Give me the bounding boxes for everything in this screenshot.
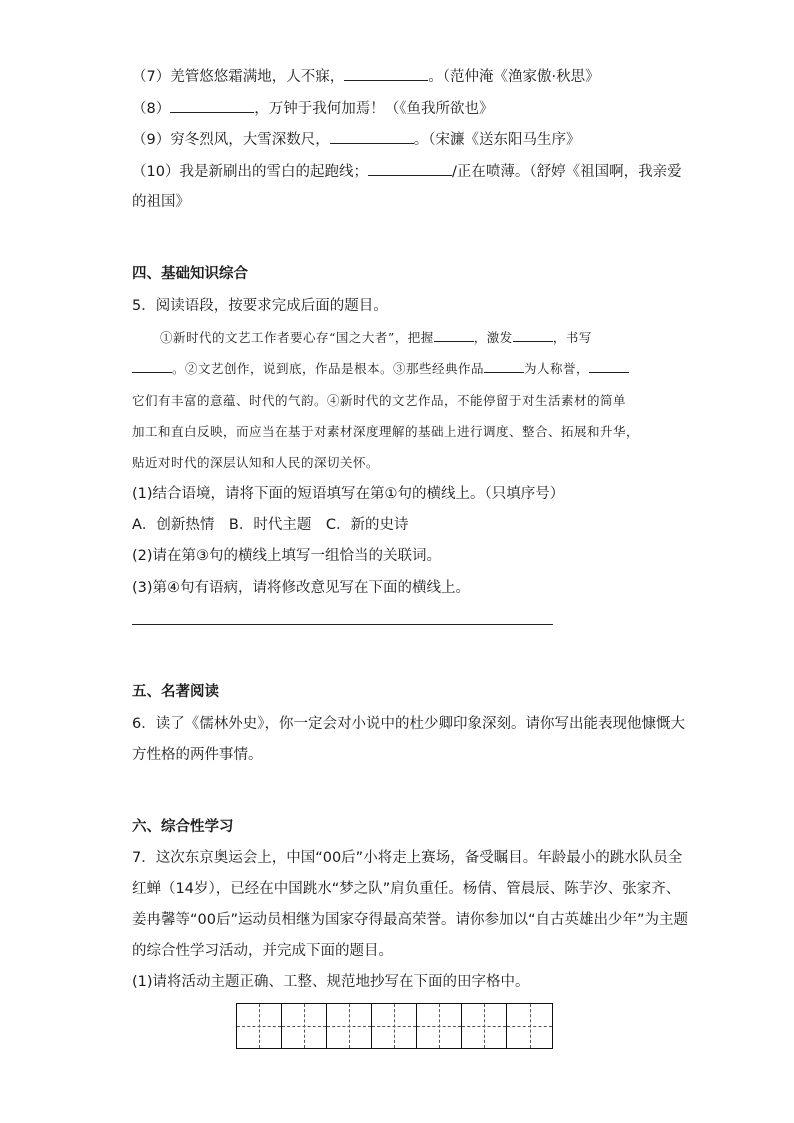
tian-zi-cell[interactable] [372,1004,417,1048]
poem-7-after: 。（范仲淹《渔家傲·秋思》 [428,69,600,85]
passage-blank-5[interactable] [589,360,629,373]
poem-7 [132,66,600,87]
poem-10 [132,161,682,182]
passage-blank-2[interactable] [513,329,553,342]
poem-9-blank[interactable] [330,129,414,144]
tian-zi-grid [236,1003,553,1049]
poem-10-before: （10）我是新刷出的雪白的起跑线； [132,164,368,180]
q7-sub-1: (1)请将活动主题正确、工整、规范地抄写在下面的田字格中。 [132,974,530,990]
answer-line[interactable] [132,624,553,625]
tian-zi-cell[interactable] [462,1004,507,1048]
passage-line-5: 贴近对时代的深层认知和人民的深切关怀。 [132,455,380,470]
poem-9 [132,129,580,150]
question-7-line-3: 姜冉馨等“00后”运动员相继为国家夺得最高荣誉。请你参加以“自古英雄出少年”为主题 [132,912,688,928]
passage-line-2 [132,359,629,379]
q5-options: A．创新热情 B．时代主题 C．新的史诗 [132,517,409,533]
poem-8-blank[interactable] [170,98,254,113]
section-6-title: 六、综合性学习 [132,819,234,835]
q5-sub-2: (2)请在第③句的横线上填写一组恰当的关联词。 [132,548,442,564]
tian-zi-cell[interactable] [282,1004,327,1048]
poem-10-after: /正在喷薄。（舒婷《祖国啊，我亲爱 [451,164,682,180]
q5-sub-1: (1)结合语境，请将下面的短语填写在第①句的横线上。（只填序号） [132,486,565,502]
passage-line-1 [160,328,592,348]
tian-zi-cell[interactable] [237,1004,282,1048]
poem-9-before: （9）穷冬烈风，大雪深数尺， [132,132,330,148]
poem-10-continued: 的祖国》 [132,194,190,210]
passage-blank-3[interactable] [132,360,172,373]
passage-line-3: 它们有丰富的意蕴、时代的气韵。④新时代的文艺作品，不能停留于对生活素材的简单 [132,393,627,408]
q5-sub-3: (3)第④句有语病，请将修改意见写在下面的横线上。 [132,580,471,596]
tian-zi-cell[interactable] [507,1004,552,1048]
question-6-line-1: 6．读了《儒林外史》，你一定会对小说中的杜少卿印象深刻。请你写出能表现他慷慨大 [132,716,685,732]
passage-blank-1[interactable] [434,329,474,342]
question-6-line-2: 方性格的两件事情。 [132,747,263,763]
question-7-line-2: 红蝉（14岁），已经在中国跳水“梦之队”肩负重任。杨倩、管晨辰、陈芋汐、张家齐、 [132,881,681,897]
poem-8-after: ，万钟于我何加焉！（《鱼我所欲也》 [254,101,494,117]
passage-text: 为人称誉， [524,361,590,376]
poem-10-blank[interactable] [368,161,452,176]
question-7-line-4: 的综合性学习活动，并完成下面的题目。 [132,943,393,959]
cell-guide-vertical [349,1004,350,1048]
section-5-title: 五、名著阅读 [132,684,219,700]
poem-7-blank[interactable] [344,66,428,81]
question-5: 5．阅读语段，按要求完成后面的题目。 [132,298,388,314]
cell-guide-vertical [530,1004,531,1048]
cell-guide-vertical [439,1004,440,1048]
cell-guide-vertical [484,1004,485,1048]
poem-9-after: 。（宋濂《送东阳马生序》 [413,132,581,148]
passage-text: ，书写 [552,330,592,345]
cell-guide-vertical [304,1004,305,1048]
passage-line-4: 加工和直白反映，而应当在基于对素材深度理解的基础上进行调度、整合、拓展和升华， [132,424,640,439]
poem-8-before: （8） [132,101,171,117]
question-7-line-1: 7．这次东京奥运会上，中国“00后”小将走上赛场，备受瞩目。年龄最小的跳水队员全 [132,850,683,866]
passage-text: ，激发 [473,330,513,345]
cell-guide-vertical [394,1004,395,1048]
passage-blank-4[interactable] [484,360,524,373]
passage-text: 。②文艺创作，说到底，作品是根本。③那些经典作品 [172,361,485,376]
poem-8 [132,98,493,119]
passage-text: ①新时代的文艺工作者要心存“国之大者”，把握 [160,330,434,345]
section-4-title: 四、基础知识综合 [132,266,248,282]
tian-zi-cell[interactable] [327,1004,372,1048]
poem-7-before: （7）羌管悠悠霜满地，人不寐， [132,69,345,85]
tian-zi-cell[interactable] [417,1004,462,1048]
cell-guide-vertical [259,1004,260,1048]
